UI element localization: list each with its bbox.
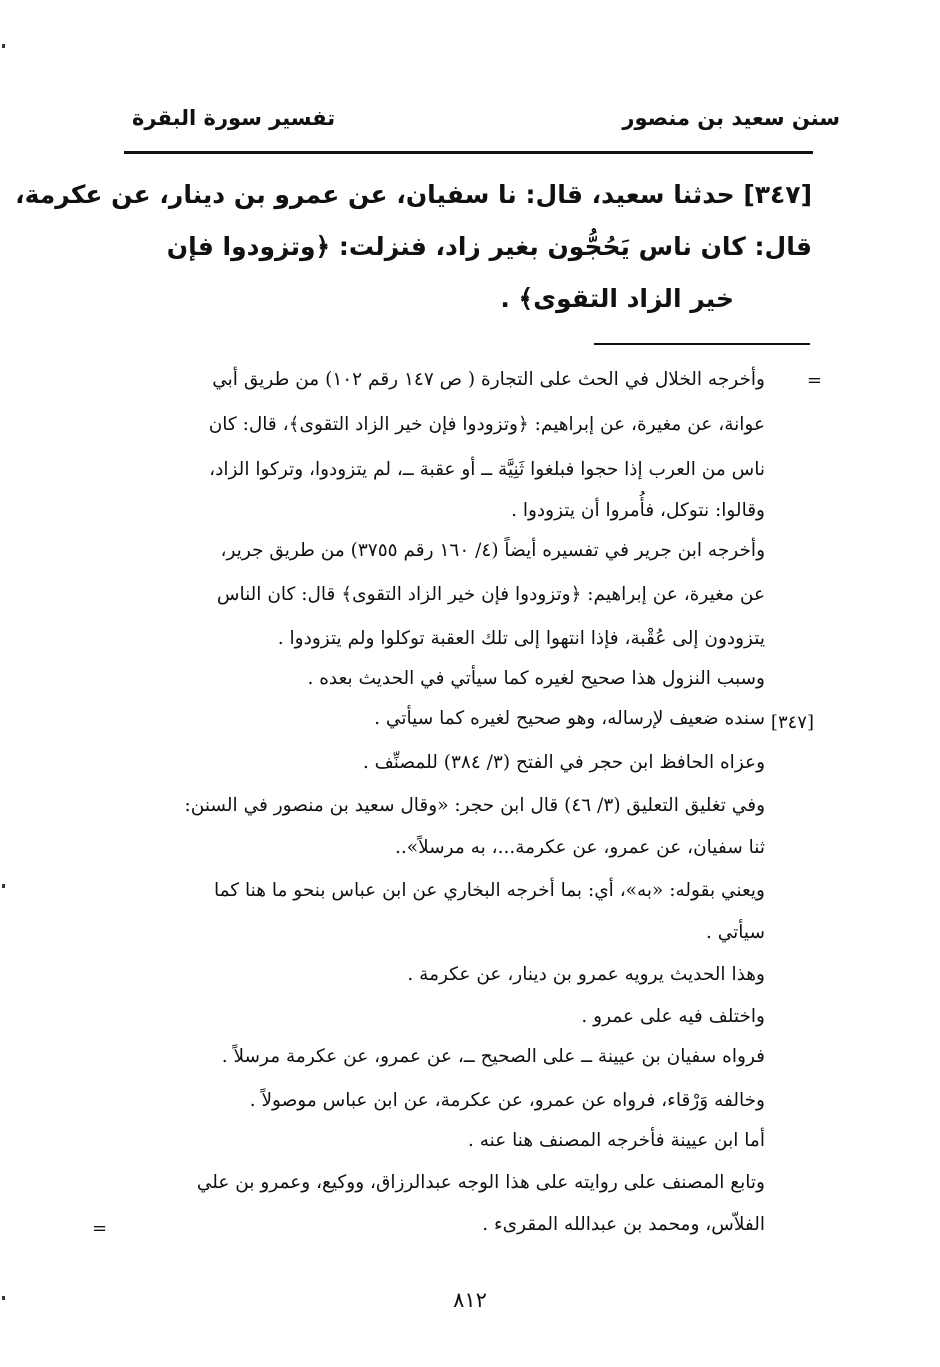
page-edge-mark	[2, 884, 5, 888]
footnote-line: الفلاّس، ومحمد بن عبدالله المقرىء .	[482, 1214, 765, 1235]
footnote-line: ثنا سفيان، عن عمرو، عن عكرمة...، به مرسلاً»..	[395, 837, 765, 858]
footnote-line: وتابع المصنف على روايته على هذا الوجه عبدالرزاق، ووكيع، وعمرو بن علي	[196, 1172, 765, 1193]
footnote-line: ناس من العرب إذا حجوا فبلغوا ثَنِيَّة ــ أو عقبة ــ، لم يتزودوا، وتركوا الزاد،	[209, 459, 765, 480]
footnote-line: وعزاه الحافظ ابن حجر في الفتح (٣/ ٣٨٤) للمصنِّف .	[362, 752, 765, 773]
footnote-line: وفي تغليق التعليق (٣/ ٤٦) قال ابن حجر: «وقال سعيد بن منصور في السنن:	[184, 795, 765, 816]
footnote-line: وسبب النزول هذا صحيح لغيره كما سيأتي في الحديث بعده .	[307, 668, 765, 689]
footnote-line: وأخرجه ابن جرير في تفسيره أيضاً (٤/ ١٦٠ رقم ٣٧٥٥) من طريق جرير،	[220, 540, 765, 561]
footnote-line: وأخرجه الخلال في الحث على التجارة ( ص ١٤٧ رقم ١٠٢) من طريق أبي	[212, 369, 765, 390]
footnote-line: عن مغيرة، عن إبراهيم: ﴿وتزودوا فإن خير الزاد التقوى﴾ قال: كان الناس	[216, 584, 765, 605]
footnote-line: أما ابن عيينة فأخرجه المصنف هنا عنه .	[467, 1130, 765, 1151]
footnote-line: عوانة، عن مغيرة، عن إبراهيم: ﴿وتزودوا فإن خير الزاد التقوى﴾، قال: كان	[208, 414, 765, 435]
footnote-line: وخالفه وَرْقاء، فرواه عن عمرو، عن عكرمة، عن ابن عباس موصولاً .	[249, 1090, 765, 1111]
footnote-line: واختلف فيه على عمرو .	[581, 1006, 765, 1027]
footnote-hadith-number: [٣٤٧]	[770, 712, 814, 733]
footnote-line: ويعني بقوله: «به»، أي: بما أخرجه البخاري عن ابن عباس بنحو ما هنا كما	[213, 880, 765, 901]
footnote-line: سيأتي .	[705, 922, 765, 943]
header-divider	[124, 151, 813, 154]
page-number: ٨١٢	[453, 1288, 487, 1312]
footnote-divider	[594, 343, 810, 345]
running-header-book-title: سنن سعيد بن منصور	[622, 106, 840, 130]
continuation-mark: =	[806, 370, 822, 391]
hadith-text-line: [٣٤٧] حدثنا سعيد، قال: نا سفيان، عن عمرو بن دينار، عن عكرمة،	[15, 180, 812, 209]
hadith-text-line: خير الزاد التقوى﴾ .	[500, 284, 734, 313]
footnote-line: يتزودون إلى عُقْبة، فإذا انتهوا إلى تلك العقبة توكلوا ولم يتزودوا .	[277, 628, 765, 649]
page-edge-mark	[2, 44, 5, 48]
continuation-mark: =	[92, 1218, 108, 1239]
footnote-line: سنده ضعيف لإرساله، وهو صحيح لغيره كما سيأتي .	[374, 708, 765, 729]
hadith-text-line: قال: كان ناس يَحُجُّون بغير زاد، فنزلت: ﴿وتزودوا فإن	[166, 232, 812, 261]
footnote-line: فرواه سفيان بن عيينة ــ على الصحيح ــ، عن عمرو، عن عكرمة مرسلاً .	[221, 1046, 765, 1067]
footnote-line: وهذا الحديث يرويه عمرو بن دينار، عن عكرمة .	[407, 964, 765, 985]
running-header-section-title: تفسير سورة البقرة	[132, 106, 336, 130]
footnote-line: وقالوا: نتوكل، فأُمروا أن يتزودوا .	[511, 500, 765, 521]
